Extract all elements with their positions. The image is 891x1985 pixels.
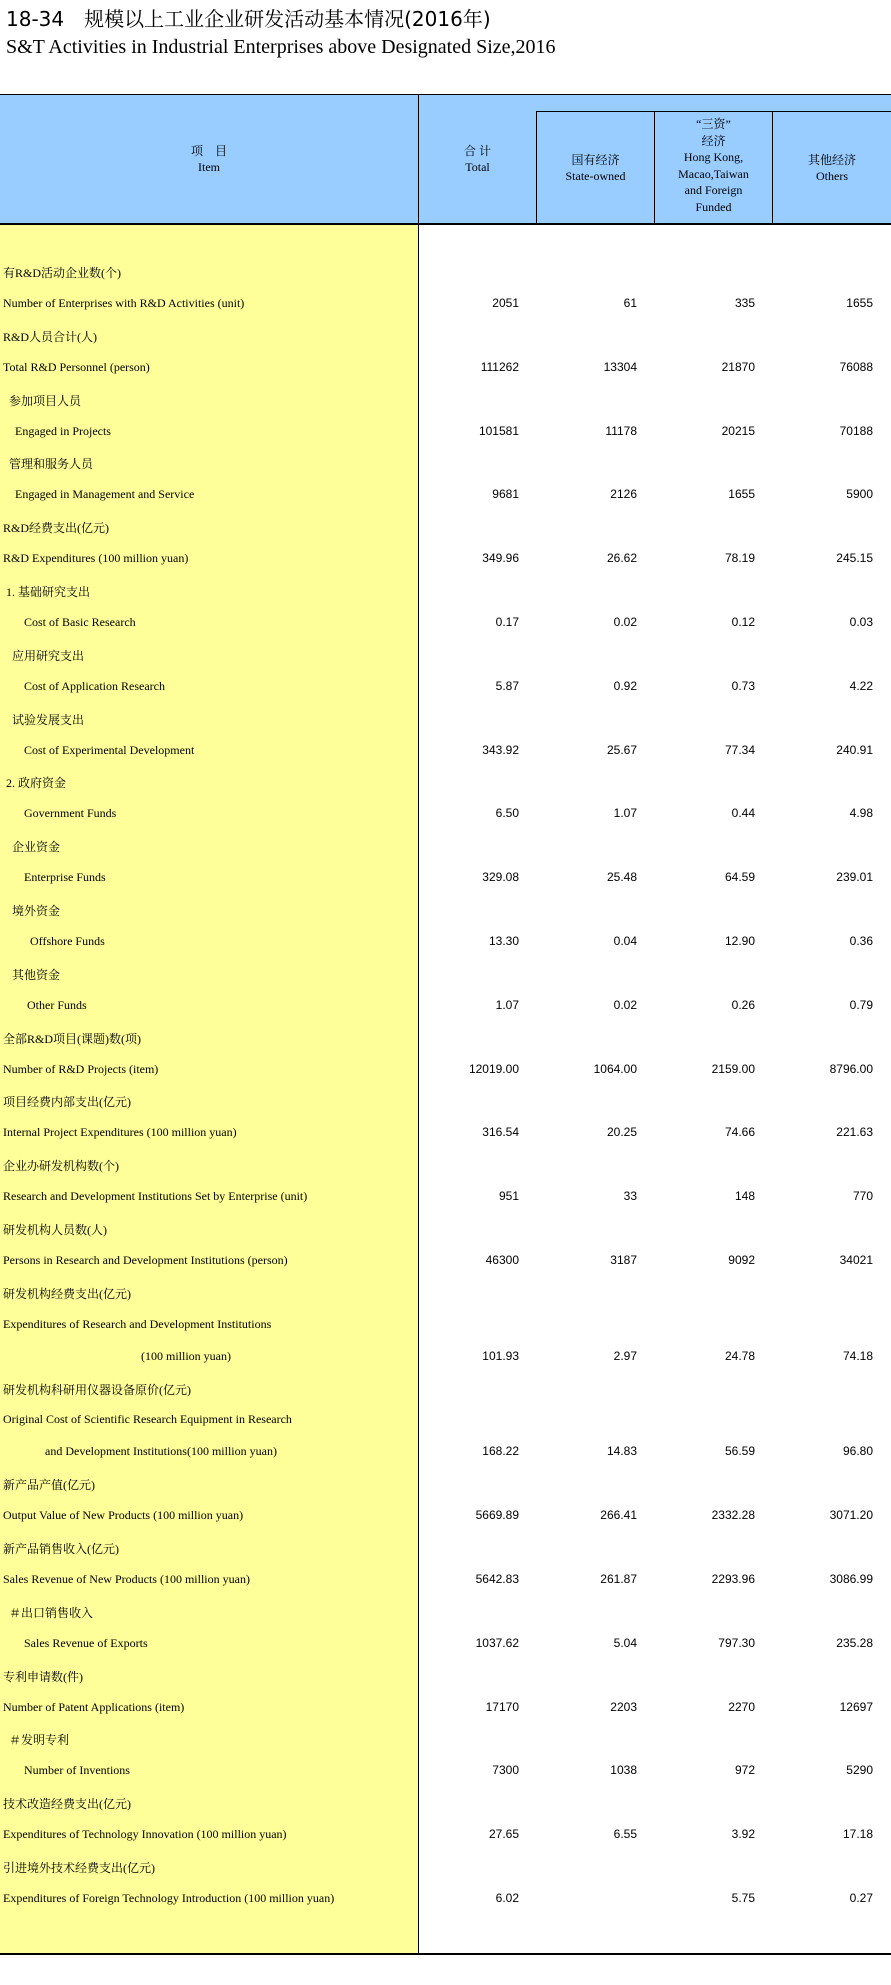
cell-others: 221.63 xyxy=(836,1125,873,1139)
cell-total: 46300 xyxy=(485,1253,519,1267)
row-label: Expenditures of Technology Innovation (100 million yuan) xyxy=(3,1827,287,1841)
row-label: (100 million yuan) xyxy=(3,1349,231,1363)
table-row xyxy=(0,288,891,320)
table-row xyxy=(0,1054,891,1086)
row-label: Research and Development Institutions Set by Enterprise (unit) xyxy=(3,1189,308,1203)
cell-state-owned: 0.92 xyxy=(613,679,637,693)
cell-state-owned: 0.02 xyxy=(613,615,637,629)
cell-total: 5669.89 xyxy=(475,1508,519,1522)
cell-state-owned: 33 xyxy=(623,1189,637,1203)
cell-others: 0.79 xyxy=(849,998,873,1012)
table-row xyxy=(0,1373,891,1405)
table-row xyxy=(0,1755,891,1787)
cell-state-owned: 0.04 xyxy=(613,934,637,948)
row-label: Enterprise Funds xyxy=(3,870,106,884)
header-subline xyxy=(536,111,891,112)
cell-foreign-funded: 74.66 xyxy=(724,1125,755,1139)
cell-others: 0.36 xyxy=(849,934,873,948)
table-row xyxy=(0,447,891,479)
row-label: and Development Institutions(100 million yuan) xyxy=(3,1444,277,1458)
cell-state-owned: 2126 xyxy=(610,487,637,501)
cell-foreign-funded: 64.59 xyxy=(724,870,755,884)
cell-total: 316.54 xyxy=(482,1125,519,1139)
row-label: 试验发展支出 xyxy=(3,713,85,727)
table-row xyxy=(0,1117,891,1149)
header-others xyxy=(773,152,891,184)
cell-foreign-funded: 2293.96 xyxy=(711,1572,755,1586)
row-label: 其他资金 xyxy=(3,968,61,982)
table-row xyxy=(0,1181,891,1213)
header-foreign-line: and Foreign xyxy=(684,183,743,197)
header-item-zh: 项 目 xyxy=(190,144,227,158)
header-state-en: State-owned xyxy=(565,169,626,183)
table-row xyxy=(0,1213,891,1245)
row-label: 新产品产值(亿元) xyxy=(3,1478,95,1492)
row-label: 境外资金 xyxy=(3,904,61,918)
cell-total: 6.50 xyxy=(495,806,519,820)
row-label: 引进境外技术经费支出(亿元) xyxy=(3,1861,155,1875)
table-row xyxy=(0,384,891,416)
table-row xyxy=(0,830,891,862)
header-foreign-line: Hong Kong, xyxy=(683,150,744,164)
cell-others: 8796.00 xyxy=(829,1062,873,1076)
row-label: 技术改造经费支出(亿元) xyxy=(3,1797,131,1811)
row-label: 研发机构经费支出(亿元) xyxy=(3,1287,131,1301)
cell-total: 349.96 xyxy=(482,551,519,565)
header-item xyxy=(0,143,418,175)
header-total-zh: 合 计 xyxy=(463,144,491,158)
table-row xyxy=(0,1149,891,1181)
header-foreign-line: Macao,Taiwan xyxy=(678,166,749,181)
table-row xyxy=(0,990,891,1022)
cell-total: 343.92 xyxy=(482,743,519,757)
table-row xyxy=(0,1564,891,1596)
cell-state-owned: 5.04 xyxy=(613,1636,637,1650)
cell-foreign-funded: 5.75 xyxy=(731,1891,755,1905)
cell-others: 4.98 xyxy=(849,806,873,820)
row-label: ＃发明专利 xyxy=(3,1733,70,1747)
cell-state-owned: 3187 xyxy=(610,1253,637,1267)
cell-state-owned: 26.62 xyxy=(606,551,637,565)
cell-state-owned: 25.67 xyxy=(606,743,637,757)
row-label: Offshore Funds xyxy=(3,934,105,948)
cell-foreign-funded: 20215 xyxy=(721,424,755,438)
row-label: Expenditures of Foreign Technology Introduction (100 million yuan) xyxy=(3,1891,335,1905)
table-row xyxy=(0,735,891,767)
cell-others: 235.28 xyxy=(836,1636,873,1650)
row-label: Persons in Research and Development Institutions (person) xyxy=(3,1253,288,1267)
row-label: R&D Expenditures (100 million yuan) xyxy=(3,551,189,565)
row-label: 研发机构科研用仪器设备原价(亿元) xyxy=(3,1383,191,1397)
table-row xyxy=(0,352,891,384)
cell-total: 1037.62 xyxy=(475,1636,519,1650)
table-row xyxy=(0,894,891,926)
cell-state-owned: 1064.00 xyxy=(593,1062,637,1076)
cell-total: 329.08 xyxy=(482,870,519,884)
header-foreign-line: Funded xyxy=(695,199,732,214)
table-row xyxy=(0,1660,891,1692)
cell-total: 17170 xyxy=(485,1700,519,1714)
cell-total: 5642.83 xyxy=(475,1572,519,1586)
cell-total: 101.93 xyxy=(482,1349,519,1363)
cell-others: 5900 xyxy=(846,487,873,501)
row-label: 研发机构人员数(人) xyxy=(3,1223,107,1237)
row-label: Number of Patent Applications (item) xyxy=(3,1700,185,1714)
header-rule xyxy=(0,223,891,225)
cell-foreign-funded: 797.30 xyxy=(718,1636,755,1650)
row-label: 专利申请数(件) xyxy=(3,1670,83,1684)
cell-state-owned: 261.87 xyxy=(600,1572,637,1586)
cell-state-owned: 6.55 xyxy=(613,1827,637,1841)
table-row xyxy=(0,511,891,543)
table-row xyxy=(0,639,891,671)
table-row xyxy=(0,1277,891,1309)
cell-foreign-funded: 78.19 xyxy=(724,551,755,565)
cell-foreign-funded: 2332.28 xyxy=(711,1508,755,1522)
cell-state-owned: 25.48 xyxy=(606,870,637,884)
cell-state-owned: 1038 xyxy=(610,1763,637,1777)
cell-state-owned: 13304 xyxy=(603,360,637,374)
table-row xyxy=(0,1692,891,1724)
row-label: Internal Project Expenditures (100 million yuan) xyxy=(3,1125,237,1139)
table-row xyxy=(0,958,891,990)
row-label: Government Funds xyxy=(3,806,117,820)
table-row xyxy=(0,1787,891,1819)
table-row xyxy=(0,1341,891,1373)
cell-foreign-funded: 0.73 xyxy=(731,679,755,693)
row-label: Engaged in Projects xyxy=(3,424,111,438)
row-label: R&D人员合计(人) xyxy=(3,330,97,344)
row-label: Cost of Basic Research xyxy=(3,615,136,629)
table-row xyxy=(0,1851,891,1883)
cell-others: 1655 xyxy=(846,296,873,310)
cell-foreign-funded: 56.59 xyxy=(724,1444,755,1458)
cell-others: 74.18 xyxy=(842,1349,873,1363)
row-label: 有R&D活动企业数(个) xyxy=(3,266,121,280)
cell-foreign-funded: 0.44 xyxy=(731,806,755,820)
header-total-en: Total xyxy=(465,160,490,174)
cell-total: 168.22 xyxy=(482,1444,519,1458)
row-label: Sales Revenue of New Products (100 million yuan) xyxy=(3,1572,250,1586)
table-title-chinese: 18-34 规模以上工业企业研发活动基本情况(2016年) xyxy=(6,7,491,31)
cell-total: 13.30 xyxy=(488,934,519,948)
table-row xyxy=(0,479,891,511)
table-row xyxy=(0,543,891,575)
table-row xyxy=(0,1436,891,1468)
cell-foreign-funded: 0.12 xyxy=(731,615,755,629)
header-state-owned xyxy=(537,152,654,184)
cell-total: 2051 xyxy=(492,296,519,310)
row-label: Cost of Application Research xyxy=(3,679,165,693)
table-row xyxy=(0,1723,891,1755)
cell-total: 6.02 xyxy=(495,1891,519,1905)
cell-total: 951 xyxy=(498,1189,519,1203)
cell-foreign-funded: 148 xyxy=(734,1189,755,1203)
header-foreign-line: 经济 xyxy=(701,133,726,148)
table-row xyxy=(0,416,891,448)
row-label: Expenditures of Research and Development Institutions xyxy=(3,1317,272,1331)
table-row xyxy=(0,1309,891,1341)
cell-foreign-funded: 972 xyxy=(734,1763,755,1777)
table-row xyxy=(0,1085,891,1117)
cell-others: 0.27 xyxy=(849,1891,873,1905)
cell-state-owned: 266.41 xyxy=(600,1508,637,1522)
row-label: Sales Revenue of Exports xyxy=(3,1636,148,1650)
cell-state-owned: 2.97 xyxy=(613,1349,637,1363)
row-label: 企业办研发机构数(个) xyxy=(3,1159,119,1173)
row-label: Number of Enterprises with R&D Activities (unit) xyxy=(3,296,245,310)
cell-others: 17.18 xyxy=(842,1827,873,1841)
header-foreign-funded xyxy=(655,116,772,215)
table-row xyxy=(0,703,891,735)
table-row xyxy=(0,1404,891,1436)
table-row xyxy=(0,320,891,352)
cell-total: 7300 xyxy=(492,1763,519,1777)
table-row xyxy=(0,256,891,288)
row-label: R&D经费支出(亿元) xyxy=(3,521,109,535)
row-label: Engaged in Management and Service xyxy=(3,487,195,501)
table-row xyxy=(0,766,891,798)
table-row xyxy=(0,798,891,830)
cell-others: 4.22 xyxy=(849,679,873,693)
row-label: 新产品销售收入(亿元) xyxy=(3,1542,119,1556)
cell-state-owned: 20.25 xyxy=(606,1125,637,1139)
cell-state-owned: 11178 xyxy=(605,424,637,438)
cell-foreign-funded: 3.92 xyxy=(731,1827,755,1841)
cell-others: 3071.20 xyxy=(829,1508,873,1522)
bottom-rule xyxy=(0,1953,891,1955)
cell-foreign-funded: 0.26 xyxy=(731,998,755,1012)
cell-others: 245.15 xyxy=(836,551,873,565)
table-row xyxy=(0,607,891,639)
row-label: 企业资金 xyxy=(3,840,61,854)
cell-others: 12697 xyxy=(839,1700,873,1714)
cell-total: 12019.00 xyxy=(468,1062,519,1076)
header-state-zh: 国有经济 xyxy=(571,153,620,167)
table-row xyxy=(0,1596,891,1628)
row-label: 应用研究支出 xyxy=(3,649,85,663)
cell-foreign-funded: 24.78 xyxy=(724,1349,755,1363)
row-label: Original Cost of Scientific Research Equipment in Research xyxy=(3,1412,292,1426)
cell-others: 5290 xyxy=(846,1763,873,1777)
table-row xyxy=(0,1022,891,1054)
cell-total: 0.17 xyxy=(495,615,519,629)
cell-others: 240.91 xyxy=(836,743,873,757)
header-item-en: Item xyxy=(198,160,220,174)
table-row xyxy=(0,926,891,958)
cell-others: 0.03 xyxy=(849,615,873,629)
row-label: 参加项目人员 xyxy=(3,394,82,408)
row-label: Cost of Experimental Development xyxy=(3,743,195,757)
cell-total: 111262 xyxy=(480,360,519,374)
row-label: 1. 基础研究支出 xyxy=(3,585,91,599)
row-label: ＃出口销售收入 xyxy=(3,1606,94,1620)
header-total xyxy=(419,143,536,175)
table-row xyxy=(0,1883,891,1915)
cell-state-owned: 61 xyxy=(623,296,637,310)
row-label: Other Funds xyxy=(3,998,87,1012)
table-row xyxy=(0,862,891,894)
row-label: 2. 政府资金 xyxy=(3,776,67,790)
table-row xyxy=(0,575,891,607)
row-label: 管理和服务人员 xyxy=(3,457,94,471)
cell-total: 9681 xyxy=(492,487,519,501)
cell-foreign-funded: 12.90 xyxy=(724,934,755,948)
table-row xyxy=(0,1532,891,1564)
header-foreign-line: “三资” xyxy=(696,117,731,131)
cell-total: 1.07 xyxy=(495,998,519,1012)
cell-others: 3086.99 xyxy=(829,1572,873,1586)
cell-others: 34021 xyxy=(839,1253,873,1267)
cell-foreign-funded: 2159.00 xyxy=(711,1062,755,1076)
cell-others: 770 xyxy=(852,1189,873,1203)
cell-foreign-funded: 1655 xyxy=(728,487,755,501)
table-row xyxy=(0,1819,891,1851)
row-label: 项目经费内部支出(亿元) xyxy=(3,1095,131,1109)
cell-others: 70188 xyxy=(839,424,873,438)
cell-foreign-funded: 2270 xyxy=(728,1700,755,1714)
cell-foreign-funded: 9092 xyxy=(728,1253,755,1267)
row-label: Output Value of New Products (100 million yuan) xyxy=(3,1508,244,1522)
row-label: 全部R&D项目(课题)数(项) xyxy=(3,1032,141,1046)
cell-state-owned: 2203 xyxy=(610,1700,637,1714)
cell-others: 239.01 xyxy=(836,870,873,884)
cell-others: 76088 xyxy=(839,360,873,374)
table-row xyxy=(0,1245,891,1277)
table-row xyxy=(0,671,891,703)
table-title-english: S&T Activities in Industrial Enterprises above Designated Size,2016 xyxy=(6,36,556,58)
row-label: Number of Inventions xyxy=(3,1763,130,1777)
row-label: Total R&D Personnel (person) xyxy=(3,360,150,374)
cell-state-owned: 14.83 xyxy=(606,1444,637,1458)
cell-foreign-funded: 335 xyxy=(734,296,755,310)
table-row xyxy=(0,1468,891,1500)
header-others-zh: 其他经济 xyxy=(807,153,856,167)
table-row xyxy=(0,1628,891,1660)
cell-total: 27.65 xyxy=(488,1827,519,1841)
cell-others: 96.80 xyxy=(842,1444,873,1458)
cell-state-owned: 0.02 xyxy=(613,998,637,1012)
cell-total: 5.87 xyxy=(495,679,519,693)
cell-foreign-funded: 77.34 xyxy=(724,743,755,757)
cell-total: 101581 xyxy=(478,424,519,438)
cell-state-owned: 1.07 xyxy=(613,806,637,820)
header-others-en: Others xyxy=(816,169,848,183)
table-row xyxy=(0,1500,891,1532)
row-label: Number of R&D Projects (item) xyxy=(3,1062,159,1076)
cell-foreign-funded: 21870 xyxy=(721,360,755,374)
